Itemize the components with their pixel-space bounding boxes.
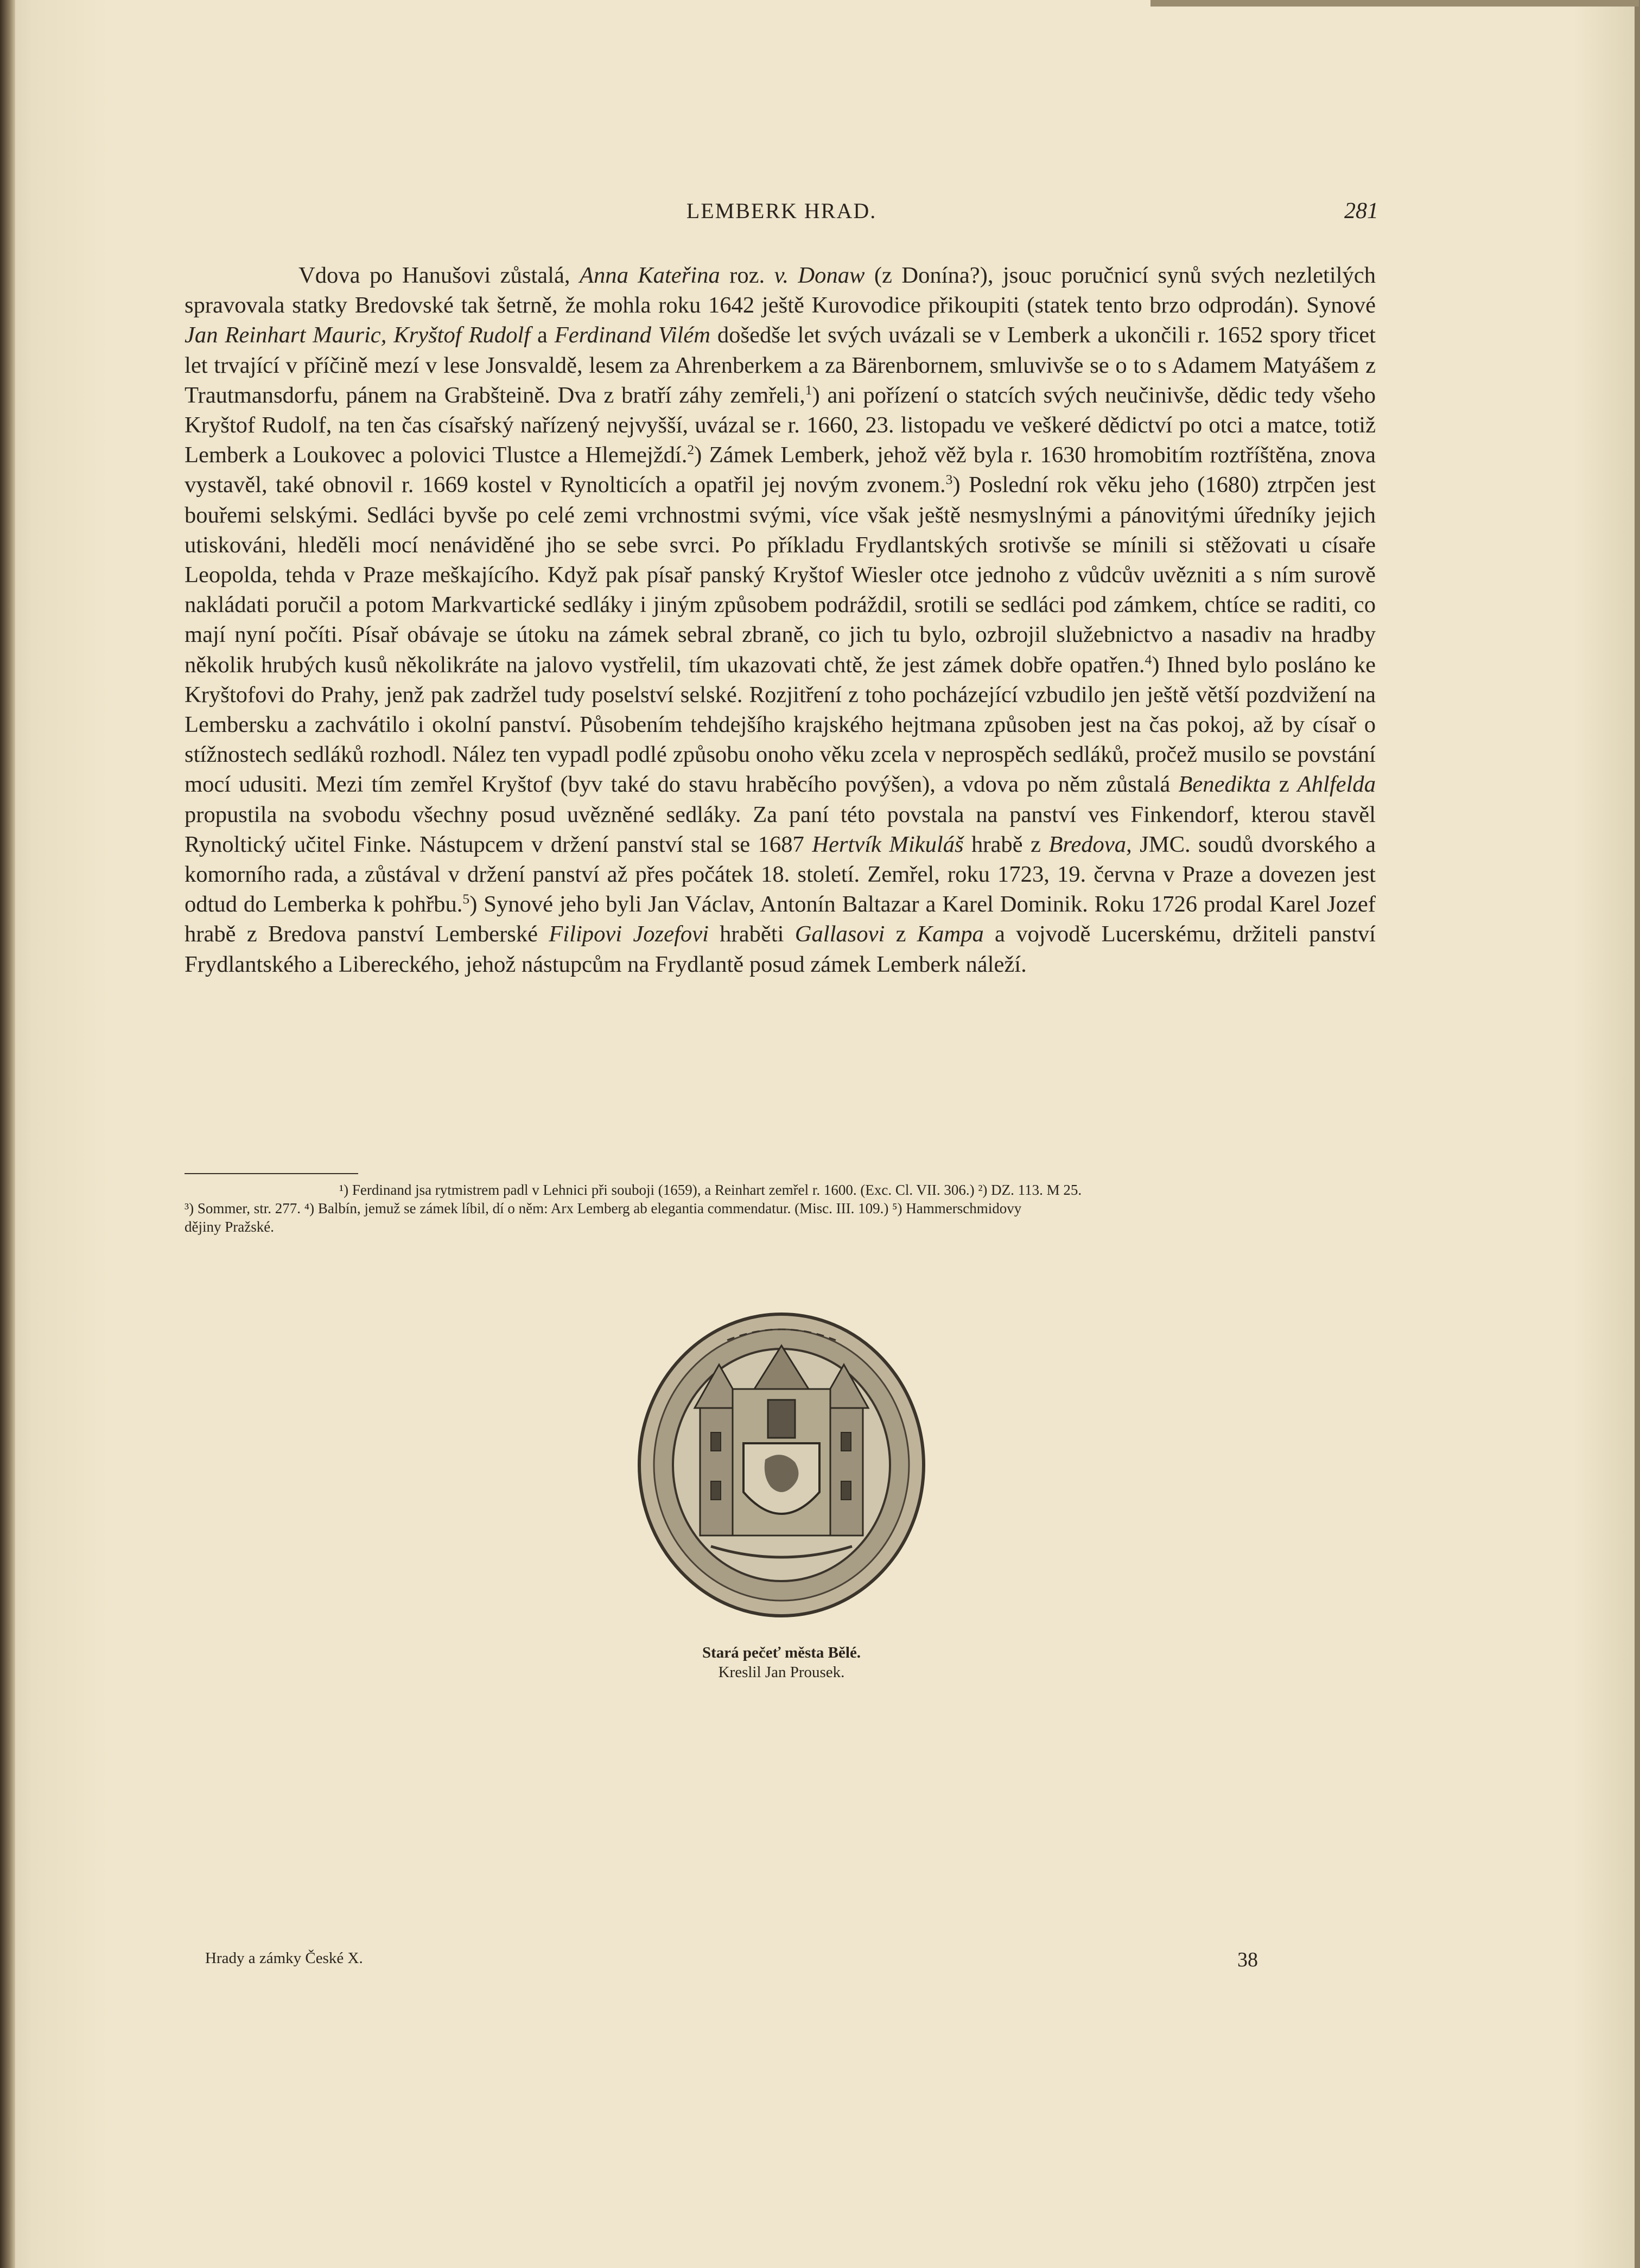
footer-signature: Hrady a zámky České X. — [205, 1950, 363, 1967]
italic-name: v. Donaw — [774, 263, 865, 288]
text-run: hrabě z — [963, 831, 1049, 857]
footnote-ref: 4 — [1145, 651, 1152, 667]
text-run: ) Zámek Lemberk, jehož věž byla r. 1630 hromobitím roztříštěna, znova vystavěl, také obnovil r. 1669 kostel v Rynolticích a opatřil jej novým zvonem. — [185, 442, 1376, 498]
italic-name: Hertvík Mikuláš — [812, 831, 964, 857]
italic-name: Kampa — [917, 921, 984, 947]
footnote-rule — [185, 1173, 358, 1174]
footnote-line-3: dějiny Pražské. — [185, 1219, 274, 1235]
footnote-ref: 3 — [945, 472, 953, 488]
text-run: z — [885, 921, 917, 947]
footnote-ref: 5 — [462, 891, 470, 907]
footnote-ref: 1 — [805, 381, 812, 398]
italic-name: Filipovi Jozefovi — [549, 921, 709, 947]
text-run: ) Ihned bylo posláno ke Kryštofovi do Prahy, jenž pak zadržel tudy poselství selské. Rozjitření z toho pocházející vzbudilo jen ještě větší pozdvižení na Lembersku a zachvátilo i okolní panství. Působením tehdejšího krajského hejtmana způsoben jest na čas pokoj, až by císař o stížnostech sedláků rozhodl. Nález ten vypadl podlé způsobu onoho věku zcela v neprospěch sedláků, pročež musilo se povstání mocí udusiti. Mezi tím zemřel Kryštof (byv také do stavu hraběcího povýšen), a vdova po něm zůstalá — [185, 652, 1376, 798]
body-text — [185, 260, 1376, 979]
italic-name: Ferdinand Vilém — [554, 322, 711, 348]
italic-name: Jan Reinhart Mauric, Kryštof Rudolf — [185, 322, 531, 348]
text-run: hraběti — [708, 921, 795, 947]
text-run: ) Poslední rok věku jeho (1680) ztrpčen jest bouřemi selskými. Sedláci byvše po celé zemi vrchnostmi svými, více však ještě nesmyslnými a pánovitými úředníky jejich utiskováni, hleděli mocí nenáviděné jho se sebe svrci. Po příkladu Frydlantských srotivše se mínili si stěžovati u císaře Leopolda, tehda v Praze meškajícího. Když pak písař panský Kryštof Wiesler otce jednoho z vůdcův uvězniti a s ním surově nakládati poručil a potom Markvartické sedláky i jiným způsobem podráždil, srotili se sedláci pod zámkem, chtíce se raditi, co mají nyní počíti. Písař obávaje se útoku na zámek sebral zbraně, co jich tu bylo, ozbrojil služebnictvo a nasadiv na hradby několik hrubých kusů několikráte na jalovo vystřelil, tím ukazovati chtě, že jest zámek dobře opatřen. — [185, 472, 1376, 678]
text-run: ) ani pořízení o statcích svých neučinivše, dědic tedy všeho Kryštof Rudolf, na ten čas císařský nařízený nejvyšší, uvázal se r. 1660, 23. listopadu ve veškeré dědictví po otci a matce, totiž Lemberk a Loukovec a polovici Tlustce a Hlemejždí. — [185, 382, 1376, 468]
footnote-ref: 2 — [687, 442, 695, 458]
italic-name: Benedikta — [1178, 772, 1271, 798]
text-run: roz. — [720, 263, 774, 288]
text-run: došedše let svých uvázali se v Lemberk a ukončili r. 1652 spory třicet let trvající v příčině mezí v lese Jonsvaldě, lesem za Ahrenberkem a za Bärenbornem, smluvivše se o to s Adamem Matyášem z Trautmansdorfu, pánem na Grabšteině. Dva z bratří záhy zemřeli, — [185, 322, 1376, 408]
text-run: JMC. soudů dvorského a komorního rada, a zůstával v držení panství až přes počátek 18. století. Zemřel, roku 1723, 19. června v Praze a dovezen jest odtud do Lemberka k pohřbu. — [185, 831, 1376, 918]
body-paragraph — [185, 260, 1376, 979]
italic-name: Bredova, — [1048, 831, 1132, 857]
book-gutter — [0, 0, 15, 2268]
page-edge — [1635, 0, 1640, 2268]
text-run: propustila na svobodu všechny posud uvězněné sedláky. Za paní této povstala na panství ves Finkendorf, kterou stavěl Rynoltický učitel Finke. Nástupcem v držení panství stal se 1687 — [185, 801, 1376, 857]
caption-credit: Kreslil Jan Prousek. — [718, 1664, 845, 1681]
text-run: Vdova po Hanušovi zůstalá, — [298, 263, 580, 288]
text-run: ) Synové jeho byli Jan Václav, Antonín Baltazar a Karel Dominik. Roku 1726 prodal Karel Jozef hrabě z Bredova panství Lemberské — [185, 891, 1376, 947]
figure-caption — [608, 1643, 955, 1682]
footnote-text-1: ¹) Ferdinand jsa rytmistrem padl v Lehnici při souboji (1659), a Reinhart zemřel r. 1600. (Exc. Cl. VII. 306.) ²) DZ. 113. M 25. — [339, 1182, 1082, 1198]
italic-name: Ahlfelda — [1297, 772, 1376, 798]
footnotes — [185, 1173, 1376, 1236]
text-run: z — [1270, 772, 1298, 798]
text-run: (z Donína?), jsouc poručnicí synů svých nezletilých spravovala statky Bredovské tak šetrně, že mohla roku 1642 ještě Kurovodice přikoupiti (statek tento brzo odprodán). Synové — [185, 263, 1376, 318]
running-head: LEMBERK HRAD. — [686, 199, 877, 223]
italic-name: Anna Kateřina — [579, 263, 720, 288]
page-header — [185, 198, 1378, 231]
footnote-line-1 — [185, 1181, 1376, 1199]
page-number: 281 — [1344, 199, 1378, 224]
text-run: a — [530, 322, 555, 348]
text-run: a vojvodě Lucerskému, držiteli panství Frydlantského a Libereckého, jehož nástupcům na Frydlantě posud zámek Lemberk náleží. — [185, 921, 1376, 977]
footnote-line-2: ³) Sommer, str. 277. ⁴) Balbín, jemuž se zámek líbil, dí o něm: Arx Lemberg ab elegantia commendatur. (Misc. III. 109.) ⁵) Hammerschmidovy — [185, 1200, 1022, 1216]
page-top-edge — [1150, 0, 1639, 7]
seal-illustration — [630, 1308, 933, 1622]
footer-sheet-number: 38 — [1237, 1948, 1258, 1971]
caption-title: Stará pečeť města Bělé. — [702, 1644, 861, 1661]
italic-name: Gallasovi — [794, 921, 885, 947]
